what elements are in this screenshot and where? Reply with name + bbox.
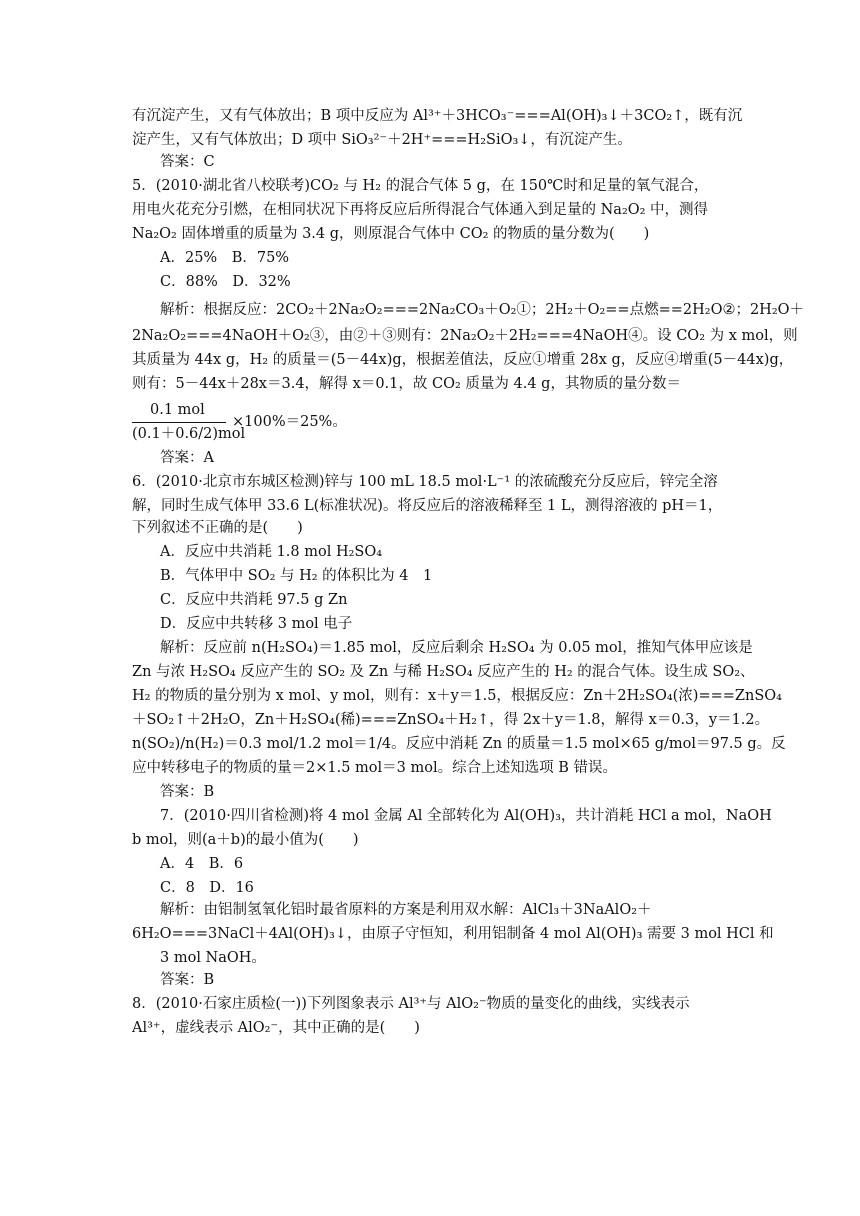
text-line: 有沉淀产生，又有气体放出；B 项中反应为 Al³⁺＋3HCO₃⁻===Al(OH)₃↓＋3CO₂↑，既有沉	[132, 108, 743, 124]
answer-line: 3 mol NaOH。	[160, 950, 266, 966]
text-line: A．反应中共消耗 1.8 mol H₂SO₄	[160, 544, 383, 560]
text-line: 解析：反应前 n(H₂SO₄)＝1.85 mol，反应后剩余 H₂SO₄ 为 0.05 mol，推知气体甲应该是	[160, 640, 753, 656]
fraction-suffix: ×100%＝25%。	[232, 414, 347, 430]
text-line: C．88% D．32%	[160, 274, 291, 290]
text-line: 6H₂O===3NaCl＋4Al(OH)₃↓，由原子守恒知，利用铝制备 4 mol Al(OH)₃ 需要 3 mol HCl 和	[132, 926, 774, 942]
text-line: A．25% B．75%	[160, 250, 290, 266]
text-line: b mol，则(a＋b)的最小值为( )	[132, 832, 359, 848]
text-line: 则有：5－44x＋28x＝3.4，解得 x＝0.1，故 CO₂ 质量为 4.4 g，其物质的量分数＝	[132, 376, 681, 392]
text-line: 解，同时生成气体甲 33.6 L(标准状况)。将反应后的溶液稀释至 1 L，测得溶液的 pH＝1，	[132, 498, 723, 514]
text-line: 其质量为 44x g，H₂ 的质量＝(5－44x)g，根据差值法，反应①增重 28x g，反应④增重(5－44x)g，	[132, 352, 794, 368]
text-line: 答案：B	[160, 972, 215, 988]
fraction-denominator: (0.1＋0.6/2)mol	[132, 426, 246, 442]
text-line: 6．(2010·北京市东城区检测)锌与 100 mL 18.5 mol·L⁻¹ 的浓硫酸充分反应后，锌完全溶	[132, 474, 718, 490]
text-line: 5．(2010·湖北省八校联考)CO₂ 与 H₂ 的混合气体 5 g，在 150℃时和足量的氧气混合，	[132, 178, 709, 194]
text-line: 应中转移电子的物质的量＝2×1.5 mol＝3 mol。综合上述知选项 B 错误。	[132, 760, 617, 776]
text-line: 用电火花充分引燃，在相同状况下再将反应后所得混合气体通入到足量的 Na₂O₂ 中，测得	[132, 202, 709, 218]
text-line: Zn 与浓 H₂SO₄ 反应产生的 SO₂ 及 Zn 与稀 H₂SO₄ 反应产生的 H₂ 的混合气体。设生成 SO₂、	[132, 664, 755, 680]
text-line: C．8 D．16	[160, 880, 254, 896]
text-line: Al³⁺，虚线表示 AlO₂⁻，其中正确的是( )	[132, 1020, 420, 1036]
text-line: D．反应中共转移 3 mol 电子	[160, 616, 353, 632]
text-line: 2Na₂O₂===4NaOH＋O₂③，由②＋③则有：2Na₂O₂＋2H₂===4NaOH④。设 CO₂ 为 x mol，则	[132, 328, 798, 344]
text-line: 下列叙述不正确的是( )	[132, 520, 303, 536]
text-line: 淀产生，又有气体放出；D 项中 SiO₃²⁻＋2H⁺===H₂SiO₃↓，有沉淀产生。	[132, 132, 632, 148]
text-line: 7．(2010·四川省检测)将 4 mol 金属 Al 全部转化为 Al(OH)₃，共计消耗 HCl a mol，NaOH	[160, 808, 772, 824]
answer-line: 答案：B	[160, 784, 215, 800]
fraction-bar	[132, 422, 226, 423]
fraction-numerator: 0.1 mol	[150, 402, 205, 418]
text-line: H₂ 的物质的量分别为 x mol、y mol，则有：x＋y＝1.5，根据反应：Zn＋2H₂SO₄(浓)===ZnSO₄	[132, 688, 782, 704]
text-line: 8．(2010·石家庄质检(一))下列图象表示 Al³⁺与 AlO₂⁻物质的量变化的曲线，实线表示	[132, 996, 690, 1012]
text-line: ＋SO₂↑＋2H₂O，Zn＋H₂SO₄(稀)===ZnSO₄＋H₂↑，得 2x＋y＝1.8，解得 x＝0.3，y＝1.2。	[132, 712, 770, 728]
text-line: 解析：根据反应：2CO₂＋2Na₂O₂===2Na₂CO₃＋O₂①；2H₂＋O₂==点燃==2H₂O②；2H₂O＋	[160, 302, 805, 318]
answer-line: 答案：C	[160, 154, 215, 170]
text-line: C．反应中共消耗 97.5 g Zn	[160, 592, 348, 608]
text-line: A．4 B．6	[160, 856, 244, 872]
text-line: Na₂O₂ 固体增重的质量为 3.4 g，则原混合气体中 CO₂ 的物质的量分数为( )	[132, 226, 650, 242]
text-line: n(SO₂)/n(H₂)＝0.3 mol/1.2 mol＝1/4。反应中消耗 Zn 的质量＝1.5 mol×65 g/mol＝97.5 g。反	[132, 736, 786, 752]
text-line: 解析：由铝制氢氧化铝时最省原料的方案是利用双水解：AlCl₃＋3NaAlO₂＋	[160, 902, 652, 918]
answer-line: 答案：A	[160, 450, 214, 466]
text-line: B．气体甲中 SO₂ 与 H₂ 的体积比为 4 1	[160, 568, 433, 584]
